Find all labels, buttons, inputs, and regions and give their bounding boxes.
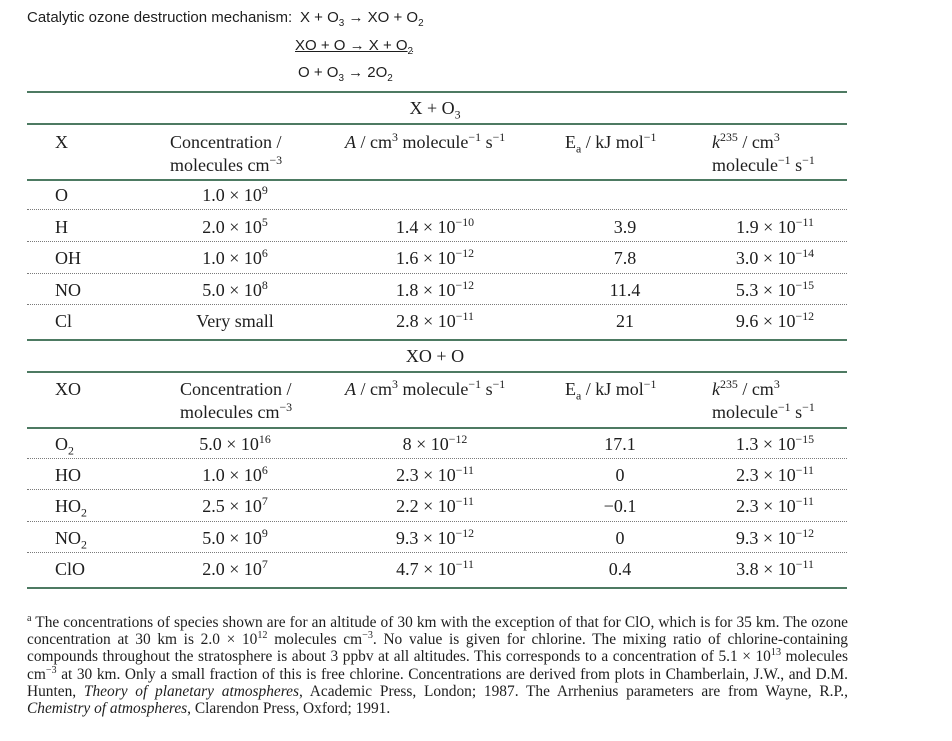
row-divider: [27, 521, 847, 522]
k-cell: $1.9 \times 10^{-11}$: [736, 215, 814, 237]
species-cell: O: [55, 185, 68, 205]
A-cell: $4.7 \times 10^{-11}$: [396, 557, 474, 579]
k-cell: $3.0 \times 10^{-14}$: [735, 246, 815, 268]
species-cell: OH: [55, 248, 81, 268]
A-cell: $1.8 \times 10^{-12}$: [395, 278, 475, 300]
table2-header-rule: [27, 371, 847, 373]
Ea-cell: 3.9: [613, 217, 637, 237]
Ea-cell: 0: [615, 465, 625, 485]
concentration-cell: $2.0 \times 10^5$: [202, 215, 268, 237]
species-cell: HO: [55, 465, 81, 485]
species-cell: H: [55, 217, 68, 237]
species-cell: NO: [55, 280, 81, 300]
table2-body-rule: [27, 427, 847, 429]
row-divider: [27, 241, 847, 242]
concentration-cell: $1.0 \times 10^6$: [202, 246, 268, 268]
row-divider: [27, 273, 847, 274]
mechanism-intro: Catalytic ozone destruction mechanism:: [27, 9, 293, 26]
concentration-cell: $2.0 \times 10^7$: [202, 557, 268, 579]
table1-col-k: $k^{235} / cm^3$ molecule$^{-1}$ $s^{-1}$: [712, 130, 815, 175]
table1-col-Ea: $E_a$ / kJ mol$^{-1}$: [565, 130, 657, 156]
A-cell: $1.6 \times 10^{-12}$: [395, 246, 475, 268]
table2-col-concentration: Concentration / molecules $cm^{-3}$: [180, 379, 293, 422]
A-cell: $2.8 \times 10^{-11}$: [396, 309, 474, 331]
Ea-cell: 17.1: [604, 434, 636, 454]
concentration-cell: $5.0 \times 10^8$: [202, 278, 268, 300]
concentration-cell: Very small: [196, 311, 274, 331]
concentration-cell: $1.0 \times 10^6$: [202, 463, 268, 485]
mechanism-step-1: $X + O_3$ → XO + $O_2$: [300, 9, 424, 29]
k-cell: $2.3 \times 10^{-11}$: [736, 463, 814, 485]
Ea-cell: 0.4: [608, 559, 632, 579]
A-cell: $1.4 \times 10^{-10}$: [395, 215, 475, 237]
row-divider: [27, 552, 847, 553]
row-divider: [27, 458, 847, 459]
species-cell: $O_2$: [55, 434, 74, 458]
Ea-cell: 21: [616, 311, 634, 331]
table2-col-Ea: $E_a$ / kJ mol$^{-1}$: [565, 377, 657, 403]
A-cell: $9.3 \times 10^{-12}$: [395, 526, 475, 548]
row-divider: [27, 304, 847, 305]
species-cell: $HO_2$: [55, 496, 87, 520]
A-cell: $8 \times 10^{-12}$: [402, 432, 468, 454]
species-cell: Cl: [55, 311, 73, 331]
table-bottom-rule: [27, 587, 847, 589]
k-cell: $9.6 \times 10^{-12}$: [735, 309, 815, 331]
table2-col-A: A / $cm^3$ molecule$^{-1}$ $s^{-1}$: [345, 377, 506, 399]
concentration-cell: $5.0 \times 10^9$: [202, 526, 268, 548]
k-cell: $2.3 \times 10^{-11}$: [736, 494, 814, 516]
footnote: [27, 614, 848, 717]
Ea-cell: 7.8: [613, 248, 637, 268]
table1-col-concentration: Concentration / molecules $cm^{-3}$: [170, 132, 283, 175]
species-cell: $NO_2$: [55, 528, 87, 552]
table1-title: $X + O_3$: [409, 98, 461, 122]
table-top-rule: [27, 91, 847, 93]
Ea-cell: 11.4: [609, 280, 641, 300]
concentration-cell: $2.5 \times 10^7$: [202, 494, 268, 516]
concentration-cell: $5.0 \times 10^{16}$: [199, 432, 271, 454]
table2-col-species: XO: [55, 379, 81, 399]
Ea-cell: −0.1: [603, 496, 637, 516]
table2-title: XO + O: [405, 346, 465, 366]
table2-top-rule: [27, 339, 847, 341]
mechanism-step-2: XO + $O \to X + O_2$: [295, 37, 414, 57]
A-cell: $2.3 \times 10^{-11}$: [396, 463, 474, 485]
species-cell: ClO: [55, 559, 86, 579]
row-divider: [27, 209, 847, 210]
table1-header-rule: [27, 123, 847, 125]
Ea-cell: 0: [615, 528, 625, 548]
footnote-text: $^a$ The concentrations of species shown are for an altitude of 30 km with the exception of that for ClO, which is for 35 km. The ozone concentration at 30 km is $2.0 \times 10^{12}$ molecules $cm^{-3}$. No value is given for chlorine. The mixing ratio of chlorine-containing compounds throughout the stratosphere is about 3 ppbv at all altitudes. This corresponds to a concentration of $5.1 \times 10^{13}$ molecules $cm^{-3}$ at 30 km. Only a small fraction of this is free chlorine. Concentrations are derived from plots in Chamberlain, J.W., and D.M. Hunten, Theory of planetary atmospheres, Academic Press, London; 1987. The Arrhenius parameters are from Wayne, R.P., Chemistry of atmospheres, Clarendon Press, Oxford; 1991.: [27, 612, 848, 718]
row-divider: [27, 489, 847, 490]
table1-col-species: X: [55, 132, 68, 152]
k-cell: $1.3 \times 10^{-15}$: [735, 432, 815, 454]
k-cell: $5.3 \times 10^{-15}$: [735, 278, 815, 300]
A-cell: $2.2 \times 10^{-11}$: [396, 494, 474, 516]
mechanism-step-3: $O + O_3 \to 2O_2$: [298, 64, 393, 84]
concentration-cell: $1.0 \times 10^9$: [202, 183, 268, 205]
table1-body-rule: [27, 179, 847, 181]
table1-col-A: A / $cm^3$ molecule$^{-1}$ $s^{-1}$: [345, 130, 506, 152]
table2-col-k: $k^{235} / cm^3$ molecule$^{-1}$ $s^{-1}$: [712, 377, 815, 422]
k-cell: $3.8 \times 10^{-11}$: [736, 557, 814, 579]
k-cell: $9.3 \times 10^{-12}$: [735, 526, 815, 548]
